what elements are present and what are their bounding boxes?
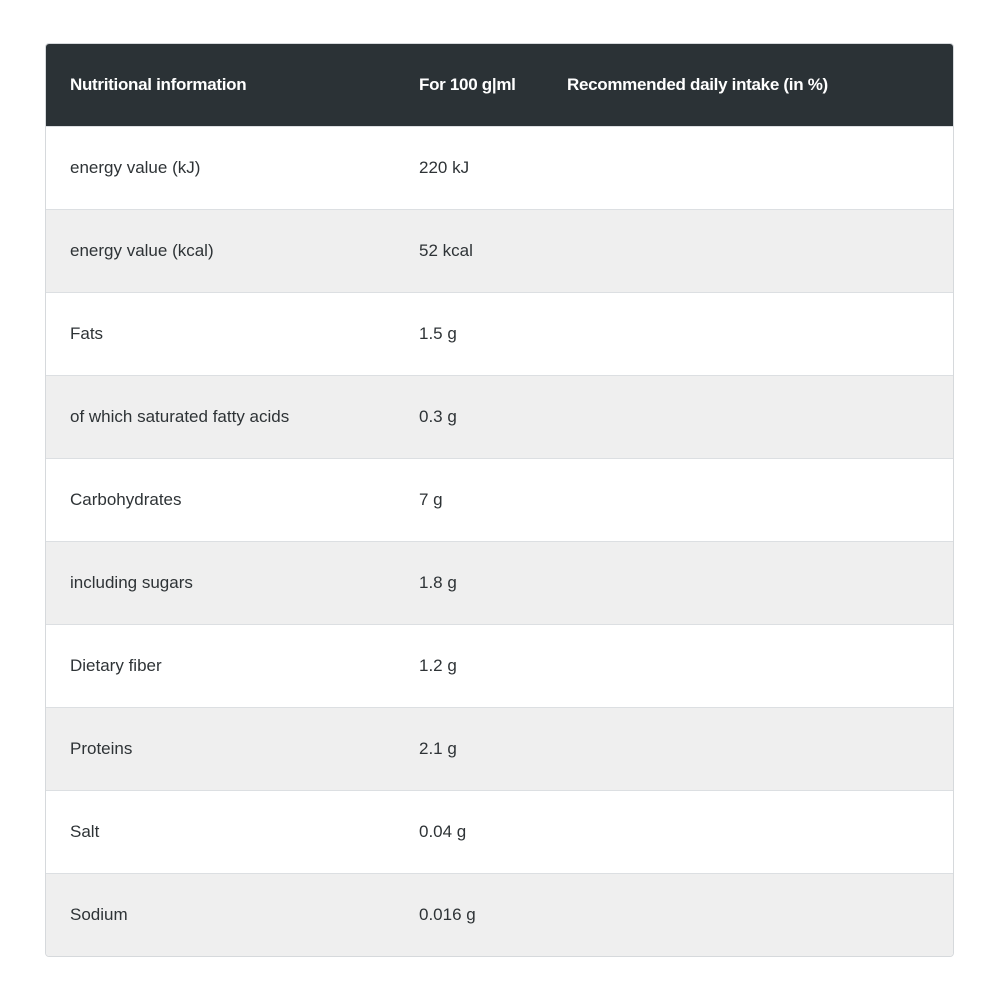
nutrient-name: including sugars — [70, 572, 193, 592]
table-row — [46, 292, 953, 375]
nutrient-per-100: 1.5 g — [419, 323, 457, 343]
nutrient-rdi — [567, 458, 953, 541]
nutrient-name: Proteins — [70, 738, 133, 758]
nutrient-per-100: 0.04 g — [419, 821, 467, 841]
table-row — [46, 624, 953, 707]
table-row — [46, 790, 953, 873]
nutrient-name: of which saturated fatty acids — [70, 406, 290, 426]
nutrient-rdi — [567, 541, 953, 624]
header-per-100: For 100 g|ml — [419, 74, 516, 94]
nutrient-rdi — [567, 375, 953, 458]
nutrient-rdi — [567, 126, 953, 209]
nutrient-name: energy value (kcal) — [70, 240, 214, 260]
header-row — [46, 44, 953, 126]
nutrient-per-100: 1.2 g — [419, 655, 457, 675]
table-row — [46, 707, 953, 790]
nutrient-per-100: 0.3 g — [419, 406, 457, 426]
nutrition-table-header — [46, 44, 953, 126]
nutrient-per-100: 0.016 g — [419, 904, 476, 924]
nutrient-per-100: 1.8 g — [419, 572, 457, 592]
nutrition-table-container — [45, 43, 954, 957]
nutrient-name: Carbohydrates — [70, 489, 182, 509]
nutrition-table — [46, 44, 953, 956]
table-row — [46, 209, 953, 292]
table-row — [46, 126, 953, 209]
table-row — [46, 873, 953, 956]
nutrient-per-100: 52 kcal — [419, 240, 473, 260]
nutrient-name: energy value (kJ) — [70, 157, 201, 177]
nutrient-rdi — [567, 209, 953, 292]
nutrient-per-100: 2.1 g — [419, 738, 457, 758]
nutrient-rdi — [567, 707, 953, 790]
nutrition-table-body — [46, 126, 953, 956]
nutrient-per-100: 220 kJ — [419, 157, 470, 177]
nutrient-name: Salt — [70, 821, 100, 841]
nutrient-name: Sodium — [70, 904, 128, 924]
table-row — [46, 458, 953, 541]
nutrient-rdi — [567, 624, 953, 707]
nutrient-name: Fats — [70, 323, 104, 343]
header-recommended-daily-intake: Recommended daily intake (in %) — [567, 74, 828, 94]
table-row — [46, 375, 953, 458]
nutrient-rdi — [567, 790, 953, 873]
nutrient-rdi — [567, 292, 953, 375]
table-row — [46, 541, 953, 624]
nutrient-per-100: 7 g — [419, 489, 443, 509]
nutrient-name: Dietary fiber — [70, 655, 162, 675]
nutrient-rdi — [567, 873, 953, 956]
header-nutritional-information: Nutritional information — [70, 74, 247, 94]
